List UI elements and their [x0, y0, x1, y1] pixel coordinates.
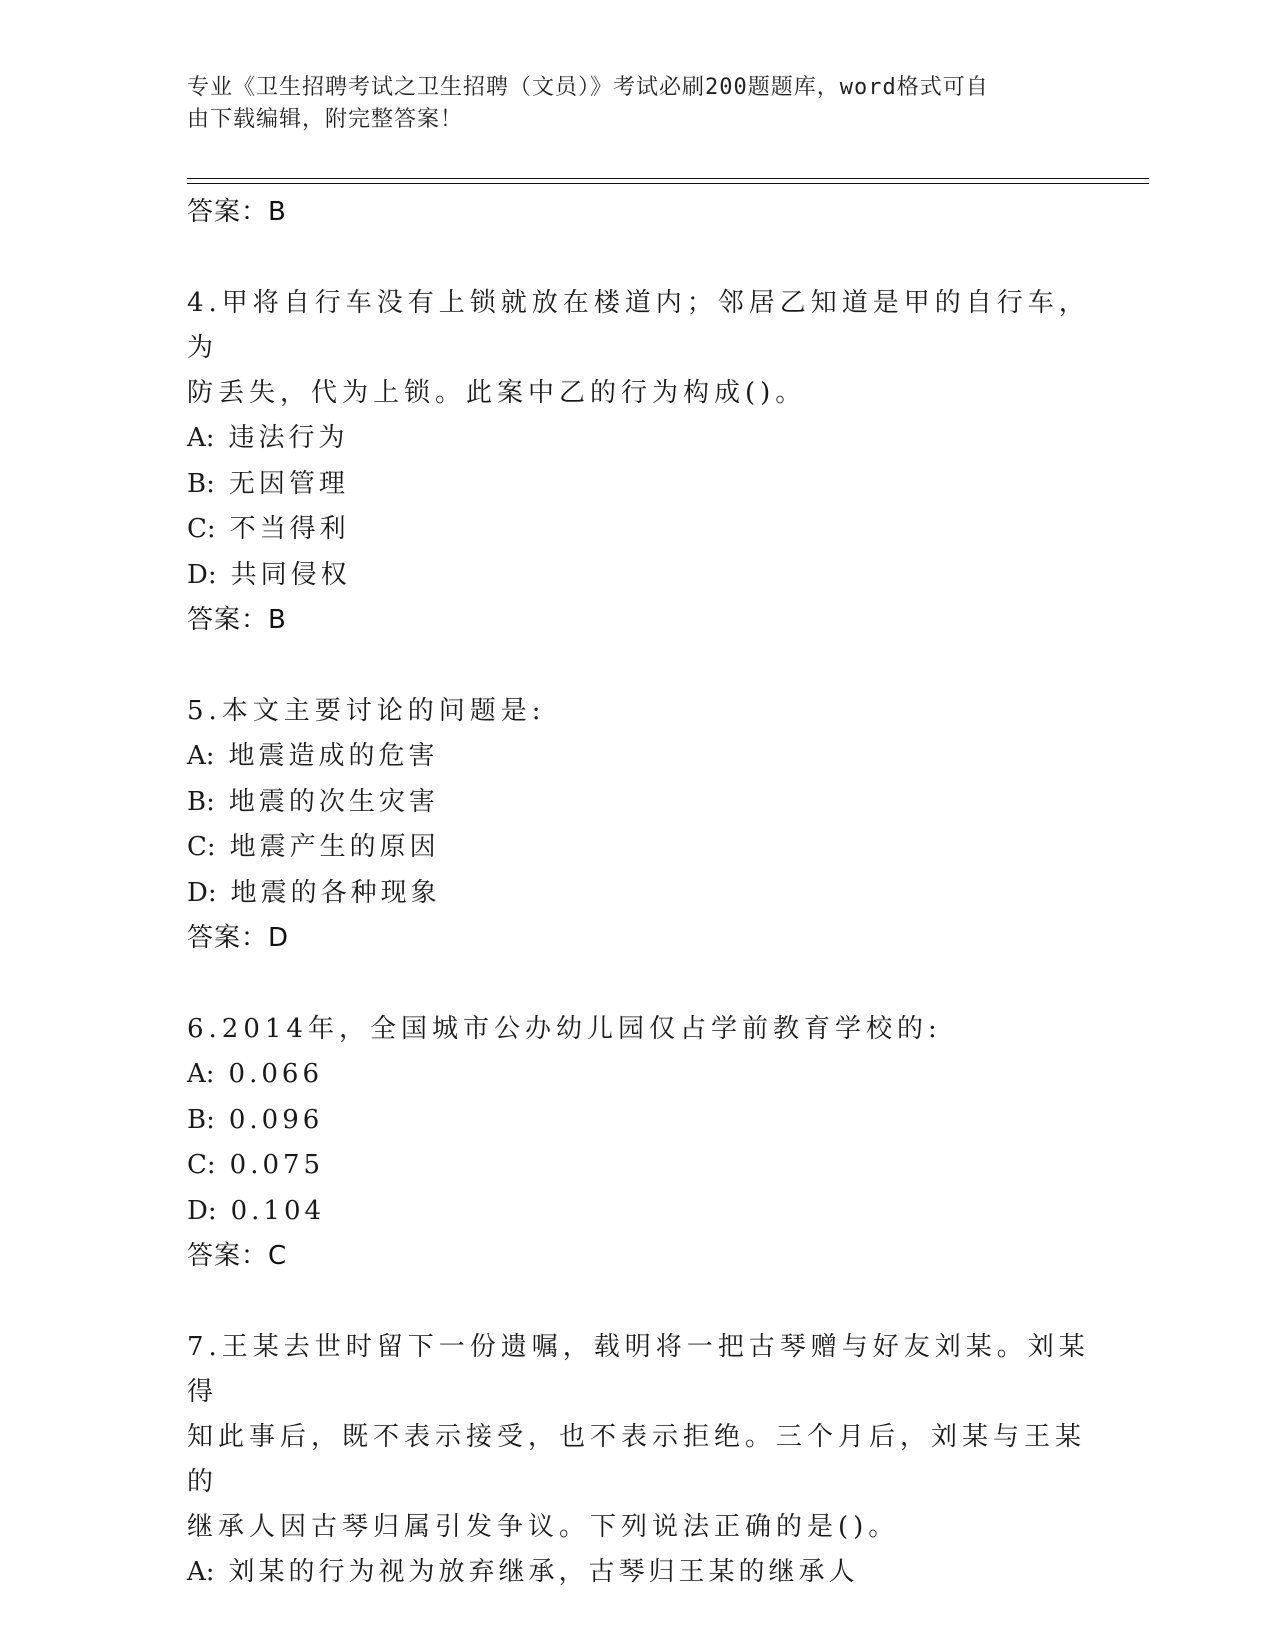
question-4-line-2: 防丢失，代为上锁。此案中乙的行为构成()。: [187, 378, 807, 408]
option-label: A:: [187, 1059, 215, 1089]
question-6: [187, 1007, 1107, 1278]
option-b: [187, 780, 1107, 826]
option-text: 共同侵权: [230, 559, 351, 590]
option-c: [187, 825, 1107, 871]
question-4: [187, 281, 1107, 642]
spacer: [187, 960, 1107, 1007]
question-6-line-1: 6.2014年，全国城市公办幼儿园仅占学前教育学校的:: [187, 1014, 942, 1044]
answer-q6: 答案：C: [187, 1241, 288, 1271]
option-c: [187, 507, 1107, 553]
option-a: [187, 1550, 1107, 1596]
spacer: [187, 234, 1107, 281]
question-list: [187, 190, 1107, 1596]
option-c: [187, 1143, 1107, 1189]
question-7-line-2: 知此事后，既不表示接受，也不表示拒绝。三个月后，刘某与王某的: [187, 1422, 1087, 1497]
option-d: [187, 553, 1107, 599]
answer-q3: 答案：B: [187, 197, 287, 227]
option-b: [187, 462, 1107, 508]
question-7-line-3: 继承人因古琴归属引发争议。下列说法正确的是()。: [187, 1512, 900, 1542]
option-a: [187, 734, 1107, 780]
header-divider-bottom: [187, 183, 1149, 184]
answer-q4: 答案：B: [187, 605, 287, 635]
document-header: [187, 72, 1067, 136]
option-text: 地震的次生灾害: [228, 786, 439, 817]
header-line-2: 由下载编辑，附完整答案！: [187, 107, 464, 132]
option-label: D:: [187, 1195, 217, 1226]
option-label: A:: [187, 741, 215, 771]
option-label: B:: [187, 1104, 215, 1135]
option-text: 0.104: [230, 1195, 326, 1226]
option-text: 0.096: [228, 1104, 324, 1135]
option-label: C:: [187, 1150, 216, 1180]
option-d: [187, 1189, 1107, 1235]
option-text: 刘某的行为视为放弃继承，古琴归王某的继承人: [228, 1557, 859, 1587]
option-text: 地震的各种现象: [230, 877, 441, 908]
question-5-line-1: 5.本文主要讨论的问题是:: [187, 696, 546, 726]
option-a: [187, 416, 1107, 462]
option-label: D:: [187, 877, 217, 908]
option-label: D:: [187, 559, 217, 590]
question-4-line-1: 4.甲将自行车没有上锁就放在楼道内；邻居乙知道是甲的自行车，为: [187, 288, 1090, 363]
option-text: 0.075: [229, 1150, 325, 1180]
option-text: 违法行为: [228, 423, 349, 453]
header-divider-top: [187, 178, 1149, 179]
option-text: 地震造成的危害: [228, 741, 439, 771]
option-label: A:: [187, 1557, 215, 1587]
option-label: B:: [187, 468, 215, 499]
header-line-1: 专业《卫生招聘考试之卫生招聘（文员）》考试必刷200题题库，word格式可自: [187, 75, 989, 100]
option-label: C:: [187, 514, 216, 544]
option-text: 0.066: [228, 1059, 323, 1089]
option-d: [187, 871, 1107, 917]
option-a: [187, 1052, 1107, 1098]
spacer: [187, 642, 1107, 689]
option-text: 地震产生的原因: [229, 832, 440, 862]
option-text: 无因管理: [228, 468, 349, 499]
option-text: 不当得利: [229, 514, 350, 544]
question-7: [187, 1325, 1107, 1596]
option-b: [187, 1098, 1107, 1144]
option-label: A:: [187, 423, 215, 453]
question-5: [187, 689, 1107, 960]
answer-q5: 答案：D: [187, 923, 290, 953]
option-label: C:: [187, 832, 216, 862]
option-label: B:: [187, 786, 215, 817]
spacer: [187, 1278, 1107, 1325]
question-7-line-1: 7.王某去世时留下一份遗嘱，载明将一把古琴赠与好友刘某。刘某得: [187, 1332, 1090, 1407]
